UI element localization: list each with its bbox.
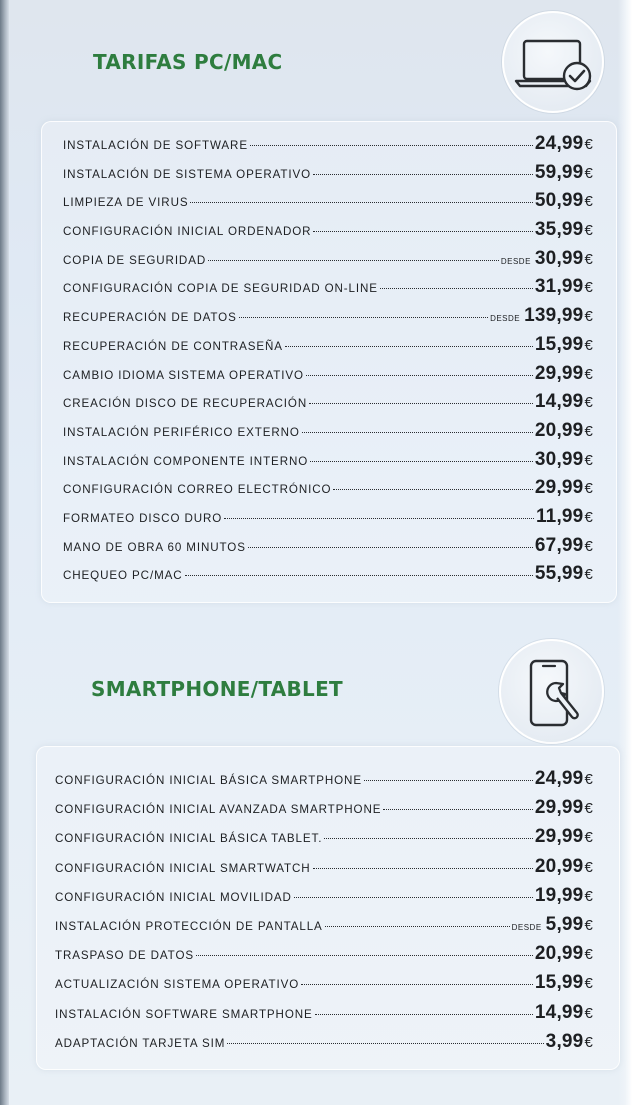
price-row xyxy=(63,363,593,392)
currency-symbol: € xyxy=(584,365,593,383)
service-label: TRASPASO DE DATOS xyxy=(55,949,194,963)
currency-symbol: € xyxy=(584,858,593,876)
price-amount: 29,99 xyxy=(534,797,584,819)
price-value xyxy=(535,563,593,585)
price-value xyxy=(535,420,593,442)
dot-leader xyxy=(196,955,533,956)
price-amount: 67,99 xyxy=(534,534,584,556)
price-value xyxy=(536,506,593,528)
price-row xyxy=(63,162,593,191)
price-row xyxy=(63,477,593,506)
currency-symbol: € xyxy=(584,308,593,326)
price-amount: 20,99 xyxy=(534,855,584,877)
service-label: INSTALACIÓN DE SISTEMA OPERATIVO xyxy=(63,167,312,181)
price-value xyxy=(535,334,593,356)
currency-symbol: € xyxy=(584,537,593,555)
price-row xyxy=(63,276,593,305)
price-row xyxy=(63,334,593,363)
currency-symbol: € xyxy=(584,508,593,526)
service-label: CONFIGURACIÓN CORREO ELECTRÓNICO xyxy=(63,483,332,497)
dot-leader xyxy=(250,145,533,146)
dot-leader xyxy=(313,174,533,175)
price-value xyxy=(535,133,593,155)
price-value xyxy=(535,856,593,878)
price-row xyxy=(55,768,593,797)
price-amount: 139,99 xyxy=(524,305,584,327)
price-amount: 15,99 xyxy=(534,333,584,355)
price-row xyxy=(63,190,593,219)
price-row xyxy=(63,506,593,535)
service-label: MANO DE OBRA 60 MINUTOS xyxy=(63,540,246,554)
price-amount: 55,99 xyxy=(534,563,584,585)
currency-symbol: € xyxy=(584,136,593,153)
price-value xyxy=(535,162,593,184)
currency-symbol: € xyxy=(584,771,593,788)
service-label: RECUPERACIÓN DE DATOS xyxy=(63,311,237,325)
dot-leader xyxy=(364,780,533,781)
price-amount: 5,99 xyxy=(545,913,584,935)
price-amount: 20,99 xyxy=(534,943,584,965)
price-row xyxy=(55,943,593,972)
price-amount: 30,99 xyxy=(534,247,584,269)
currency-symbol: € xyxy=(584,975,593,993)
currency-symbol: € xyxy=(584,566,593,584)
price-row xyxy=(63,391,593,420)
from-prefix: DESDE xyxy=(490,314,521,324)
price-row xyxy=(63,305,593,334)
price-value xyxy=(535,943,593,965)
price-amount: 24,99 xyxy=(534,768,584,789)
dot-leader xyxy=(383,809,533,810)
pc-section-title: TARIFAS PC/MAC xyxy=(93,50,283,74)
price-row xyxy=(63,133,593,162)
mobile-section-title: SMARTPHONE/TABLET xyxy=(91,677,343,701)
price-amount: 14,99 xyxy=(534,391,584,413)
price-value xyxy=(535,190,593,212)
price-amount: 20,99 xyxy=(534,419,584,441)
phone-wrench-icon xyxy=(499,639,604,744)
currency-symbol: € xyxy=(584,193,593,211)
currency-symbol: € xyxy=(584,1033,593,1051)
currency-symbol: € xyxy=(584,394,593,412)
currency-symbol: € xyxy=(584,829,593,847)
price-row xyxy=(55,1002,593,1031)
service-label: CONFIGURACIÓN INICIAL ORDENADOR xyxy=(63,225,312,239)
price-value xyxy=(535,477,593,499)
price-value xyxy=(524,305,593,327)
price-row xyxy=(55,826,593,855)
service-label: FORMATEO DISCO DURO xyxy=(63,511,223,525)
dot-leader xyxy=(309,403,533,404)
dot-leader xyxy=(302,432,533,433)
mobile-price-list xyxy=(55,768,593,1060)
currency-symbol: € xyxy=(584,451,593,469)
price-amount: 59,99 xyxy=(534,161,584,183)
price-amount: 15,99 xyxy=(534,972,584,994)
dot-leader xyxy=(294,897,533,898)
price-value xyxy=(535,768,593,790)
price-row xyxy=(63,449,593,478)
price-value xyxy=(535,391,593,413)
dot-leader xyxy=(380,288,533,289)
dot-leader xyxy=(185,575,533,576)
service-label: INSTALACIÓN COMPONENTE INTERNO xyxy=(63,454,309,468)
service-label: LIMPIEZA DE VIRUS xyxy=(63,196,189,210)
dot-leader xyxy=(239,317,488,318)
price-amount: 29,99 xyxy=(534,826,584,848)
service-label: INSTALACIÓN PROTECCIÓN DE PANTALLA xyxy=(55,919,323,933)
dot-leader xyxy=(315,1014,533,1015)
price-amount: 35,99 xyxy=(534,219,584,241)
currency-symbol: € xyxy=(584,480,593,498)
price-amount: 29,99 xyxy=(534,477,584,499)
dot-leader xyxy=(190,202,532,203)
price-amount: 50,99 xyxy=(534,190,584,212)
price-value xyxy=(535,248,593,270)
price-row xyxy=(55,797,593,826)
price-value xyxy=(535,1002,593,1024)
price-value xyxy=(535,276,593,298)
price-value xyxy=(546,914,593,936)
dot-leader xyxy=(306,375,533,376)
price-amount: 14,99 xyxy=(534,1001,584,1023)
service-label: CONFIGURACIÓN INICIAL BÁSICA TABLET. xyxy=(55,832,323,846)
service-label: CREACIÓN DISCO DE RECUPERACIÓN xyxy=(63,397,308,411)
currency-symbol: € xyxy=(584,422,593,440)
service-label: CAMBIO IDIOMA SISTEMA OPERATIVO xyxy=(63,368,304,382)
price-value xyxy=(535,972,593,994)
currency-symbol: € xyxy=(584,336,593,354)
currency-symbol: € xyxy=(584,164,593,182)
from-prefix: DESDE xyxy=(500,256,531,266)
currency-symbol: € xyxy=(584,279,593,297)
dot-leader xyxy=(310,461,533,462)
currency-symbol: € xyxy=(584,916,593,934)
price-row xyxy=(55,914,593,943)
service-label: CONFIGURACIÓN COPIA DE SEGURIDAD ON-LINE xyxy=(63,282,378,296)
price-amount: 31,99 xyxy=(534,276,584,298)
price-amount: 29,99 xyxy=(534,362,584,384)
price-row xyxy=(55,1031,593,1060)
currency-symbol: € xyxy=(584,800,593,818)
service-label: ACTUALIZACIÓN SISTEMA OPERATIVO xyxy=(55,978,300,992)
service-label: CONFIGURACIÓN INICIAL MOVILIDAD xyxy=(55,890,292,904)
price-value xyxy=(535,219,593,241)
price-row xyxy=(63,219,593,248)
price-value xyxy=(535,449,593,471)
price-row xyxy=(55,885,593,914)
service-label: INSTALACIÓN DE SOFTWARE xyxy=(63,139,248,152)
currency-symbol: € xyxy=(584,946,593,964)
service-label: COPIA DE SEGURIDAD xyxy=(63,253,207,267)
price-amount: 24,99 xyxy=(534,133,584,154)
price-amount: 3,99 xyxy=(545,1030,584,1052)
currency-symbol: € xyxy=(584,222,593,240)
currency-symbol: € xyxy=(584,250,593,268)
price-value xyxy=(535,535,593,557)
price-row xyxy=(55,856,593,885)
service-label: RECUPERACIÓN DE CONTRASEÑA xyxy=(63,339,283,353)
laptop-check-icon xyxy=(502,11,604,113)
dot-leader xyxy=(248,547,533,548)
dot-leader xyxy=(224,518,534,519)
service-label: INSTALACIÓN SOFTWARE SMARTPHONE xyxy=(55,1007,313,1021)
price-value xyxy=(535,885,593,907)
pc-price-list xyxy=(63,133,593,592)
price-value xyxy=(535,797,593,819)
dot-leader xyxy=(313,231,532,232)
price-row xyxy=(63,563,593,592)
right-edge-highlight xyxy=(618,0,632,1105)
dot-leader xyxy=(285,346,533,347)
service-label: ADAPTACIÓN TARJETA SIM xyxy=(55,1036,226,1050)
price-value xyxy=(535,826,593,848)
dot-leader xyxy=(227,1043,543,1044)
service-label: INSTALACIÓN PERIFÉRICO EXTERNO xyxy=(63,425,300,439)
price-value xyxy=(546,1031,593,1053)
dot-leader xyxy=(325,926,510,927)
currency-symbol: € xyxy=(584,887,593,905)
price-row xyxy=(63,248,593,277)
dot-leader xyxy=(313,868,533,869)
dot-leader xyxy=(301,984,533,985)
price-amount: 30,99 xyxy=(534,448,584,470)
price-amount: 11,99 xyxy=(535,505,584,527)
dot-leader xyxy=(333,489,532,490)
service-label: CONFIGURACIÓN INICIAL AVANZADA SMARTPHONE xyxy=(55,803,382,817)
price-row xyxy=(63,420,593,449)
price-value xyxy=(535,363,593,385)
service-label: CONFIGURACIÓN INICIAL SMARTWATCH xyxy=(55,861,311,875)
currency-symbol: € xyxy=(584,1004,593,1022)
dot-leader xyxy=(208,260,499,261)
dot-leader xyxy=(324,838,533,839)
from-prefix: DESDE xyxy=(511,922,542,932)
price-amount: 19,99 xyxy=(534,884,584,906)
price-row xyxy=(63,535,593,564)
service-label: CONFIGURACIÓN INICIAL BÁSICA SMARTPHONE xyxy=(55,774,362,787)
left-edge-shadow xyxy=(0,0,9,1105)
price-row xyxy=(55,972,593,1001)
service-label: CHEQUEO PC/MAC xyxy=(63,569,183,583)
